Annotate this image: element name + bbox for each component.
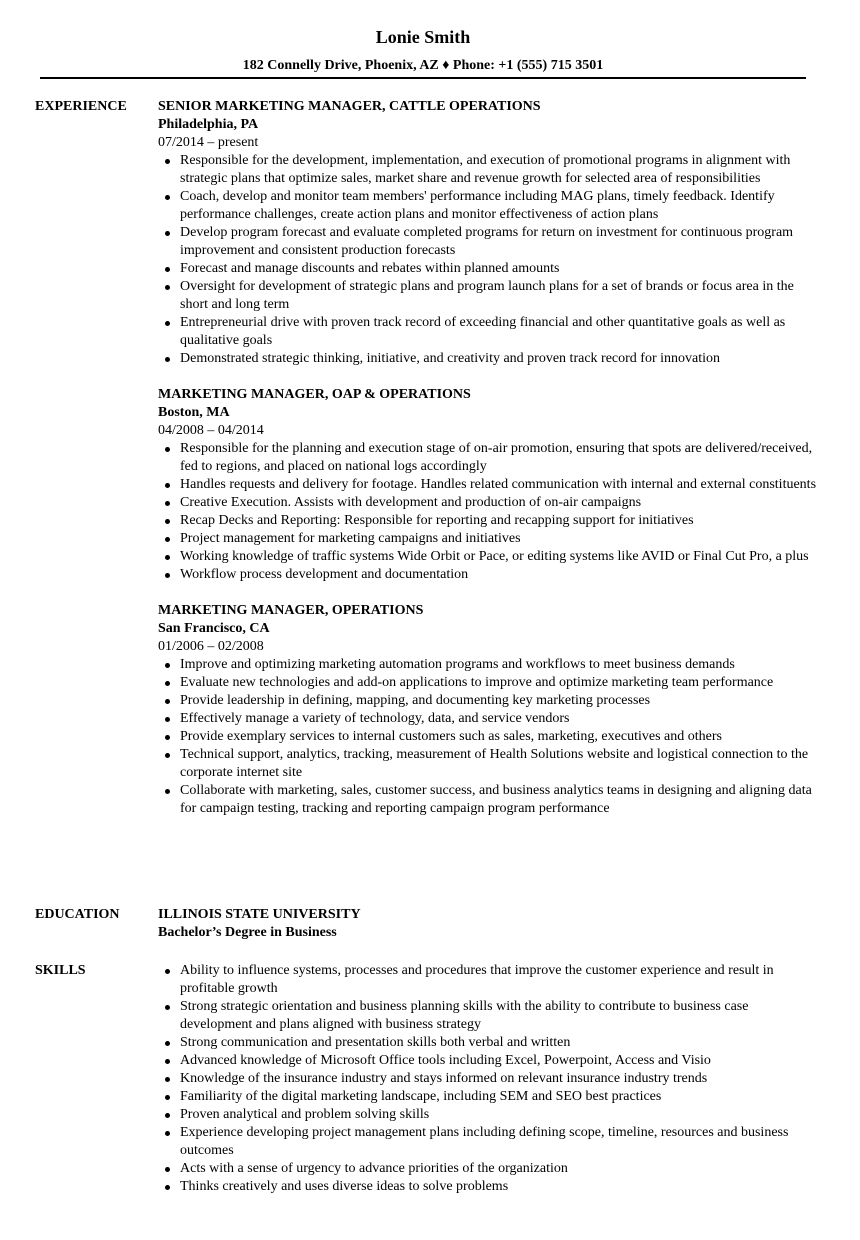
job-bullets [158,152,818,368]
skills-list [158,962,818,1196]
list-item: Experience developing project management plans including defining scope, timeline, resources and business outcomes [180,1124,818,1160]
candidate-name: Lonie Smith [375,27,471,47]
list-item: Responsible for the development, implementation, and execution of promotional programs in alignment with strategic plans that optimize sales, market share and revenue growth for selected area of responsibilities [180,152,818,188]
list-item: Proven analytical and problem solving skills [180,1106,818,1124]
job-dates: 07/2014 – present [158,135,259,150]
list-item: Provide exemplary services to internal customers such as sales, marketing, executives and others [180,728,818,746]
list-item: Develop program forecast and evaluate completed programs for return on investment for continuous program improvement and consistent production forecasts [180,224,818,260]
list-item: Evaluate new technologies and add-on applications to improve and optimize marketing team performance [180,674,818,692]
skills-body [158,962,818,1196]
list-item: Improve and optimizing marketing automation programs and workflows to meet business demands [180,656,818,674]
contact-line: 182 Connelly Drive, Phoenix, AZ ♦ Phone: +1 (555) 715 3501 [242,58,604,73]
list-item: Advanced knowledge of Microsoft Office tools including Excel, Powerpoint, Access and Visio [180,1052,818,1070]
list-item: Project management for marketing campaigns and initiatives [180,530,818,548]
degree: Bachelor’s Degree in Business [158,925,337,940]
job-entry [158,98,818,368]
list-item: Strong strategic orientation and business planning skills with the ability to contribute to business case development and plans aligned with business strategy [180,998,818,1034]
job-title: MARKETING MANAGER, OAP & OPERATIONS [158,387,471,402]
list-item: Working knowledge of traffic systems Wide Orbit or Pace, or editing systems like AVID or Final Cut Pro, a plus [180,548,818,566]
job-location: Boston, MA [158,405,230,420]
list-item: Technical support, analytics, tracking, measurement of Health Solutions website and logistical connection to the corporate internet site [180,746,818,782]
list-item: Strong communication and presentation skills both verbal and written [180,1034,818,1052]
section-label-education: EDUCATION [35,907,120,922]
list-item: Entrepreneurial drive with proven track record of exceeding financial and other quantitative goals as well as qualitative goals [180,314,818,350]
list-item: Recap Decks and Reporting: Responsible for reporting and recapping support for initiatives [180,512,818,530]
resume-header [0,26,846,75]
job-title: MARKETING MANAGER, OPERATIONS [158,603,424,618]
list-item: Acts with a sense of urgency to advance priorities of the organization [180,1160,818,1178]
section-label-skills: SKILLS [35,963,86,978]
job-title: SENIOR MARKETING MANAGER, CATTLE OPERATIONS [158,99,541,114]
job-dates: 01/2006 – 02/2008 [158,639,264,654]
list-item: Handles requests and delivery for footage. Handles related communication with internal and external constituents [180,477,817,492]
list-item: Coach, develop and monitor team members' performance including MAG plans, timely feedback. Identify performance challenges, create action plans and monitor effectiveness of action plans [180,188,818,224]
list-item: Ability to influence systems, processes and procedures that improve the customer experience and result in profitable growth [180,962,818,998]
experience-body [158,98,818,818]
list-item: Forecast and manage discounts and rebates within planned amounts [180,260,818,278]
section-label-experience: EXPERIENCE [35,99,127,114]
list-item: Oversight for development of strategic plans and program launch plans for a set of brands or focus area in the short and long term [180,278,818,314]
job-location: San Francisco, CA [158,621,270,636]
list-item: Thinks creatively and uses diverse ideas to solve problems [180,1178,818,1196]
list-item: Effectively manage a variety of technology, data, and service vendors [180,710,818,728]
job-dates: 04/2008 – 04/2014 [158,423,264,438]
list-item: Collaborate with marketing, sales, customer success, and business analytics teams in designing and aligning data for campaign testing, tracking and reporting campaign program performance [180,782,818,818]
list-item: Knowledge of the insurance industry and stays informed on relevant insurance industry trends [180,1070,818,1088]
school-name: ILLINOIS STATE UNIVERSITY [158,907,361,922]
header-divider [40,77,806,79]
skills-section [35,962,825,1196]
list-item: Provide leadership in defining, mapping, and documenting key marketing processes [180,692,818,710]
list-item: Responsible for the planning and execution stage of on-air promotion, ensuring that spots are delivered/received, fed to regions, and placed on national logs accordingly [180,440,818,476]
job-entry [158,602,818,818]
education-section [35,906,825,942]
job-bullets [158,656,818,818]
list-item: Familiarity of the digital marketing landscape, including SEM and SEO best practices [180,1088,818,1106]
job-location: Philadelphia, PA [158,117,259,132]
list-item: Demonstrated strategic thinking, initiative, and creativity and proven track record for innovation [180,350,818,368]
education-body [158,906,818,942]
job-bullets [158,440,818,584]
list-item: Creative Execution. Assists with development and production of on-air campaigns [180,494,818,512]
experience-section [35,98,825,836]
job-entry [158,386,818,584]
list-item: Workflow process development and documentation [180,566,818,584]
